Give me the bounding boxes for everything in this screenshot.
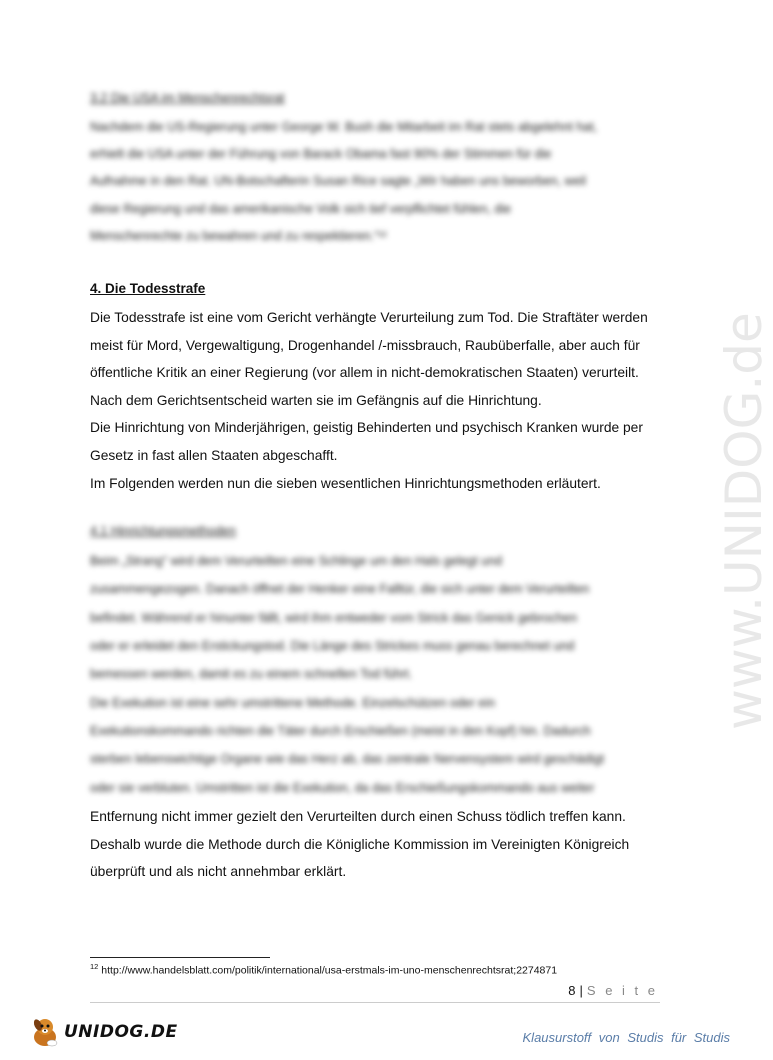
page-number: [568, 983, 658, 998]
line: Aufnahme in den Rat. UN-Botschafterin Susan Rice sagte „Wir haben uns beworben, weil: [90, 174, 587, 189]
line: Beim „Strang“ wird dem Verurteilten eine Schlinge um den Hals gelegt und: [90, 554, 503, 569]
line: oder sie verbluten. Umstritten ist die Exekution, da das Erschießungskommando aus weiter: [90, 780, 595, 795]
section-3-2-heading: 3.2 Die USA im Menschenrechtsrat: [90, 91, 285, 105]
line: Entfernung nicht immer gezielt den Verurteilten durch einen Schuss tödlich treffen kann.: [90, 809, 626, 824]
footnote-divider: [90, 957, 270, 958]
line: Menschenrechte zu bewahren und zu respektieren.“¹²: [90, 228, 387, 243]
logo-text: UNIDOG.DE: [64, 1022, 178, 1042]
line: Exekutionskommando richten die Täter durch Erschießen (meist in den Kopf) hin. Dadurch: [90, 723, 591, 738]
line: Gesetz in fast allen Staaten abgeschafft.: [90, 447, 338, 463]
line: Nach dem Gerichtsentscheid warten sie im Gefängnis auf die Hinrichtung.: [90, 392, 542, 408]
clear-paragraph-tail: [90, 803, 660, 886]
line: Im Folgenden werden nun die sieben wesentlichen Hinrichtungsmethoden erläutert.: [90, 475, 601, 491]
line: Deshalb wurde die Methode durch die Königliche Kommission im Vereinigten Königreich: [90, 836, 630, 852]
footnote-link[interactable]: http://www.handelsblatt.com/politik/international/usa-erstmals-im-uno-menschenrechtsrat;2274871: [101, 964, 558, 977]
line: überprüft und als nicht annehmbar erklärt.: [90, 864, 347, 880]
blurred-section-3-2: [90, 88, 660, 250]
line: zusammengezogen. Danach öffnet der Henker eine Falltür, die sich unter dem Verurteilten: [90, 582, 590, 597]
line: diese Regierung und das amerikanische Volk sich tief verpflichtet fühlen, die: [90, 201, 512, 216]
page-label: S e i t e: [586, 983, 658, 998]
watermark: www.UNIDOG.de: [715, 312, 773, 730]
line: Die Exekution ist eine sehr umstrittene Methode. Einzelschützen oder ein: [90, 695, 496, 710]
section-4-heading: 4. Die Todesstrafe: [90, 281, 206, 297]
dog-mascot-icon: [28, 1015, 62, 1049]
line: oder er erleidet den Erstickungstod. Die Länge des Strickes muss genau berechnet und: [90, 639, 575, 654]
line: sterben lebenswichtige Organe wie das Herz ab, das zentrale Nervensystem wird geschädigt: [90, 752, 605, 767]
footer-divider: [90, 1002, 660, 1003]
line: bemessen werden, damit es zu einem schnellen Tod führt.: [90, 667, 413, 682]
unidog-logo: [28, 1015, 178, 1049]
line: erhielt die USA unter der Führung von Barack Obama fast 90% der Stimmen für die: [90, 147, 552, 162]
page-separator: |: [579, 983, 583, 998]
page-content: [90, 88, 660, 802]
section-4-1-heading: 4.1 Hinrichtungsmethoden: [90, 524, 236, 539]
blurred-section-4-1: [90, 521, 660, 802]
section-4: [90, 278, 660, 497]
footnote-number: 12: [90, 962, 99, 971]
line: Die Hinrichtung von Minderjährigen, geistig Behinderten und psychisch Kranken wurde per: [90, 420, 643, 436]
page-number-value: 8: [568, 983, 576, 998]
tagline: Klausurstoff von Studis für Studis: [522, 1030, 730, 1045]
line: meist für Mord, Vergewaltigung, Drogenhandel /-missbrauch, Raubüberfalle, aber auch für: [90, 337, 640, 353]
line: Nachdem die US-Regierung unter George W. Bush die Mitarbeit im Rat stets abgelehnt hat,: [90, 120, 598, 134]
line: öffentliche Kritik an einer Regierung (vor allem in nicht-demokratischen Staaten) verurteilt.: [90, 365, 639, 381]
line: Die Todesstrafe ist eine vom Gericht verhängte Verurteilung zum Tod. Die Straftäter werden: [90, 310, 648, 326]
footnote: [90, 962, 557, 977]
line: befindet. Während er hinunter fällt, wird ihm entweder vom Strick das Genick gebrochen: [90, 610, 578, 625]
